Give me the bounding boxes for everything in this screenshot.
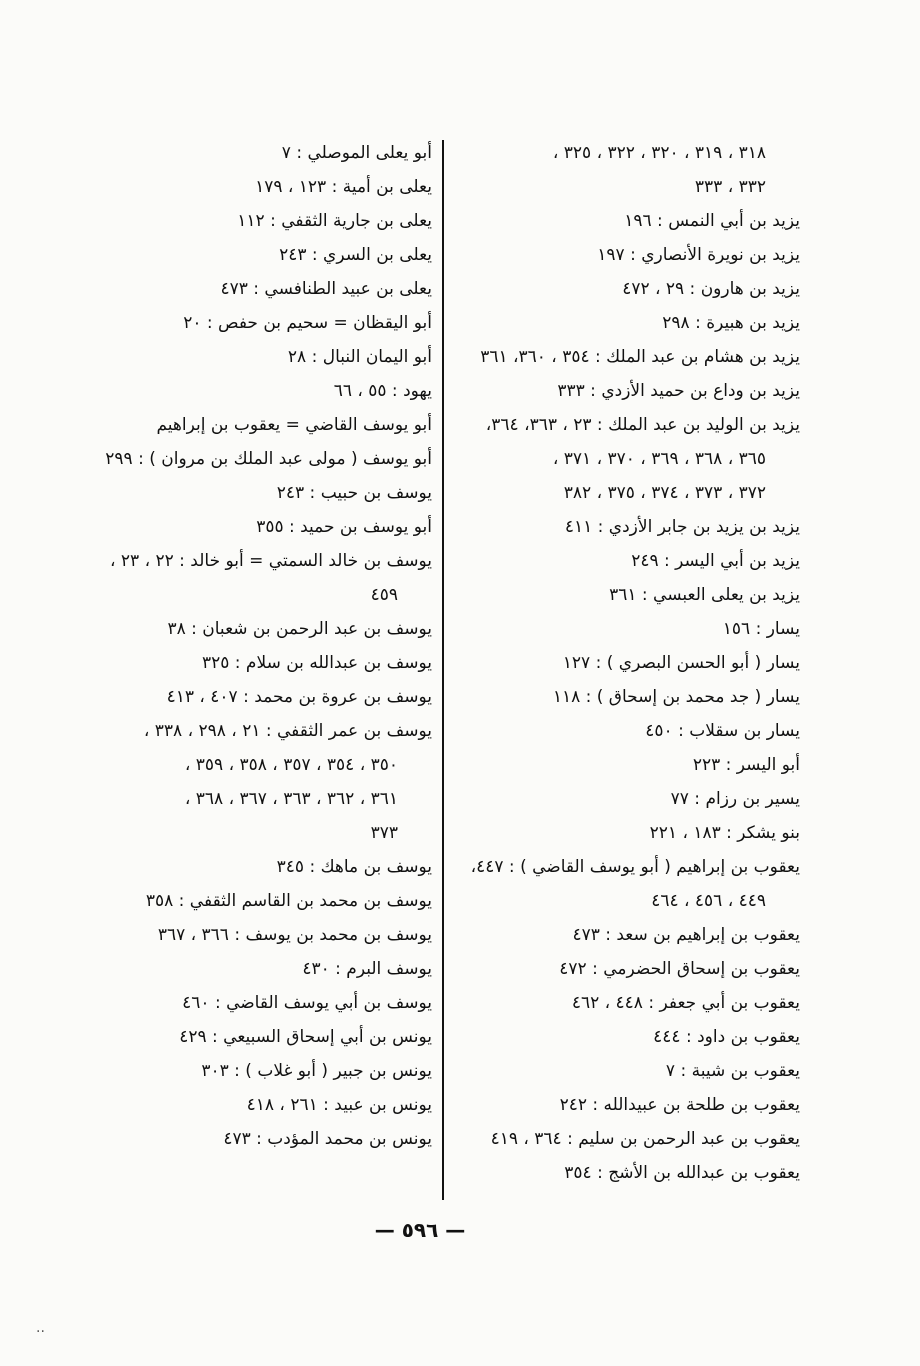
index-entry: يعقوب بن عبد الرحمن بن سليم : ٣٦٤ ، ٤١٩ <box>490 1129 800 1149</box>
index-entry-continuation: ٣٥٠ ، ٣٥٤ ، ٣٥٧ ، ٣٥٨ ، ٣٥٩ ، <box>184 755 398 775</box>
left-index-column <box>70 136 432 1156</box>
index-entry: يزيد بن هارون : ٢٩ ، ٤٧٢ <box>622 279 800 299</box>
index-entry: يسار ( أبو الحسن البصري ) : ١٢٧ <box>562 653 800 673</box>
scan-speck: ·· <box>36 1324 45 1340</box>
index-entry: يونس بن جبير ( أبو غلاب ) : ٣٠٣ <box>201 1061 432 1081</box>
index-entry-continuation: ٣٦١ ، ٣٦٢ ، ٣٦٣ ، ٣٦٧ ، ٣٦٨ ، <box>184 789 398 809</box>
index-entry-continuation: ٣٣٢ ، ٣٣٣ <box>694 177 766 197</box>
index-entry: يوسف بن عروة بن محمد : ٤٠٧ ، ٤١٣ <box>166 687 432 707</box>
index-entry: يوسف بن عمر الثقفي : ٢١ ، ٢٩٨ ، ٣٣٨ ، <box>143 721 432 741</box>
index-entry: يزيد بن يزيد بن جابر الأزدي : ٤١١ <box>564 517 800 537</box>
index-entry-continuation: ٤٤٩ ، ٤٥٦ ، ٤٦٤ <box>651 891 766 911</box>
index-entry: يزيد بن هشام بن عبد الملك : ٣٥٤ ، ٣٦٠، ٣٦١ <box>480 347 800 367</box>
index-entry: يوسف بن ماهك : ٣٤٥ <box>276 857 432 877</box>
index-entry: يعلى بن عبيد الطنافسي : ٤٧٣ <box>220 279 432 299</box>
index-entry: يوسف بن حبيب : ٢٤٣ <box>276 483 432 503</box>
index-entry: يزيد بن وداع بن حميد الأزدي : ٣٣٣ <box>557 381 800 401</box>
index-entry: أبو يوسف القاضي = يعقوب بن إبراهيم <box>156 415 432 435</box>
index-entry: أبو اليسر : ٢٢٣ <box>692 755 800 775</box>
index-entry: يعقوب بن إسحاق الحضرمي : ٤٧٢ <box>559 959 800 979</box>
index-entry: يونس بن محمد المؤدب : ٤٧٣ <box>223 1129 432 1149</box>
index-entry: يوسف بن محمد بن القاسم الثقفي : ٣٥٨ <box>145 891 432 911</box>
index-entry: يعقوب بن داود : ٤٤٤ <box>653 1027 800 1047</box>
column-divider <box>442 140 444 1200</box>
index-entry-continuation: ٣٧٣ <box>370 823 398 843</box>
index-entry: يوسف بن محمد بن يوسف : ٣٦٦ ، ٣٦٧ <box>157 925 432 945</box>
index-entry: يعلى بن أمية : ١٢٣ ، ١٧٩ <box>255 177 432 197</box>
index-entry-continuation: ٤٥٩ <box>370 585 398 605</box>
index-entry: يوسف بن أبي يوسف القاضي : ٤٦٠ <box>182 993 432 1013</box>
index-entry: يسار : ١٥٦ <box>722 619 800 639</box>
index-entry: يعقوب بن أبي جعفر : ٤٤٨ ، ٤٦٢ <box>571 993 800 1013</box>
index-entry: يوسف بن خالد السمتي = أبو خالد : ٢٢ ، ٢٣ ، <box>110 551 432 571</box>
index-entry-continuation: ٣٦٥ ، ٣٦٨ ، ٣٦٩ ، ٣٧٠ ، ٣٧١ ، <box>552 449 766 469</box>
index-entry: يعقوب بن إبراهيم ( أبو يوسف القاضي ) : ٤٤٧، <box>470 857 800 877</box>
index-entry: يعقوب بن عبدالله بن الأشج : ٣٥٤ <box>564 1163 800 1183</box>
index-entry: يونس بن عبيد : ٢٦١ ، ٤١٨ <box>246 1095 432 1115</box>
index-entry: أبو اليقظان = سحيم بن حفص : ٢٠ <box>183 313 432 333</box>
index-entry: أبو يوسف بن حميد : ٣٥٥ <box>256 517 432 537</box>
index-entry: يزيد بن يعلى العبسي : ٣٦١ <box>609 585 800 605</box>
index-entry-continuation: ٣١٨ ، ٣١٩ ، ٣٢٠ ، ٣٢٢ ، ٣٢٥ ، <box>552 143 766 163</box>
index-entry: يوسف بن عبدالله بن سلام : ٣٢٥ <box>201 653 432 673</box>
index-entry: أبو اليمان النبال : ٢٨ <box>287 347 432 367</box>
index-entry: يعقوب بن طلحة بن عبيدالله : ٢٤٢ <box>559 1095 800 1115</box>
index-entry: أبو يعلى الموصلي : ٧ <box>281 143 432 163</box>
index-entry: يوسف بن عبد الرحمن بن شعبان : ٣٨ <box>167 619 432 639</box>
index-entry: يسار بن سقلاب : ٤٥٠ <box>645 721 800 741</box>
index-entry: يهود : ٥٥ ، ٦٦ <box>333 381 432 401</box>
index-entry: يسار ( جد محمد بن إسحاق ) : ١١٨ <box>552 687 800 707</box>
index-entry: يزيد بن أبي اليسر : ٢٤٩ <box>631 551 800 571</box>
page-number: — ٥٩٦ — <box>374 1218 466 1242</box>
index-entry: يونس بن أبي إسحاق السبيعي : ٤٢٩ <box>179 1027 432 1047</box>
index-entry: يعلى بن السري : ٢٤٣ <box>279 245 432 265</box>
index-entry-continuation: ٣٧٢ ، ٣٧٣ ، ٣٧٤ ، ٣٧٥ ، ٣٨٢ <box>563 483 766 503</box>
right-index-column <box>445 136 800 1190</box>
index-entry: يزيد بن نويرة الأنصاري : ١٩٧ <box>597 245 800 265</box>
index-entry: يعلى بن جارية الثقفي : ١١٢ <box>237 211 432 231</box>
index-entry: بنو يشكر : ١٨٣ ، ٢٢١ <box>649 823 800 843</box>
index-entry: يسير بن رزام : ٧٧ <box>670 789 800 809</box>
index-entry: أبو يوسف ( مولى عبد الملك بن مروان ) : ٢٩٩ <box>105 449 432 469</box>
index-entry: يوسف البرم : ٤٣٠ <box>302 959 432 979</box>
index-entry: يزيد بن أبي النمس : ١٩٦ <box>624 211 800 231</box>
index-entry: يزيد بن الوليد بن عبد الملك : ٢٣ ، ٣٦٣، ٣٦٤، <box>485 415 800 435</box>
index-entry: يزيد بن هبيرة : ٢٩٨ <box>662 313 800 333</box>
index-entry: يعقوب بن إبراهيم بن سعد : ٤٧٣ <box>572 925 800 945</box>
index-entry: يعقوب بن شيبة : ٧ <box>665 1061 800 1081</box>
